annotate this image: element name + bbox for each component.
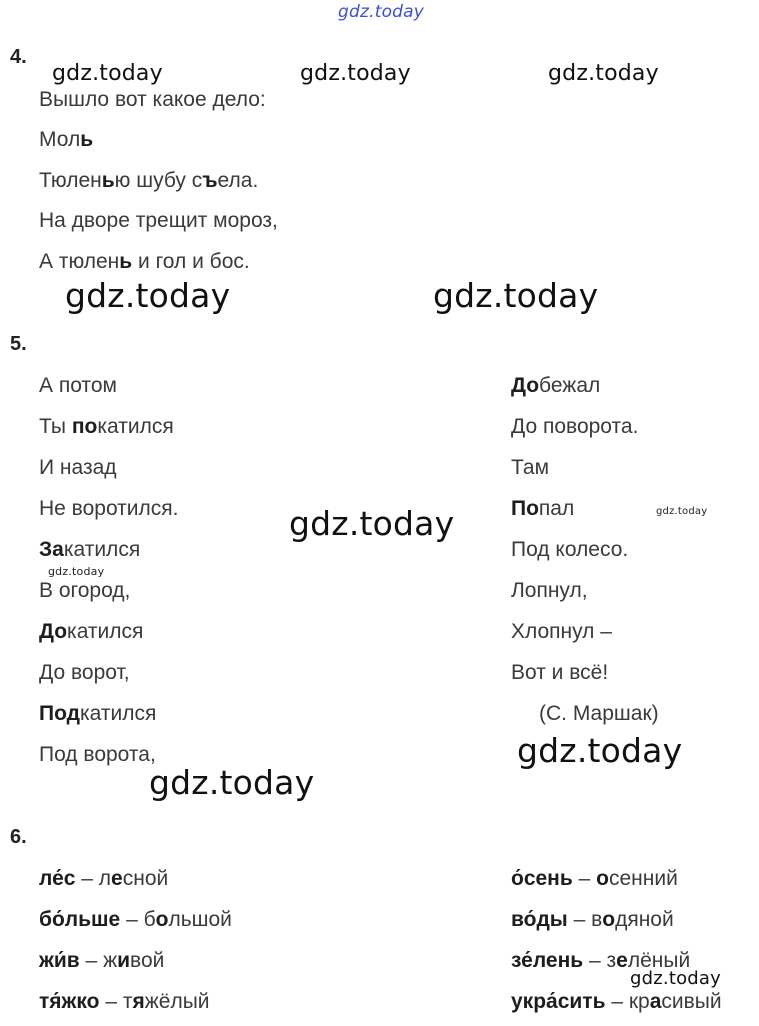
word-pair [511,867,678,891]
highlighted-text: о́сень [511,867,573,890]
text-segment: Вот и всё! [511,661,609,684]
text-segment: Хлопнул – [511,620,612,643]
poem-line [39,169,258,193]
watermark: gdz.today [52,61,163,86]
text-segment: (С. Маршак) [539,702,659,725]
poem-line [39,702,156,726]
watermark: gdz.today [300,61,411,86]
highlighted-text: ь [80,128,94,151]
text-segment: сивый [661,990,722,1013]
highlighted-text: а [649,990,662,1013]
poem-line [39,497,178,521]
text-segment: Не воротился. [39,497,179,520]
text-segment: Вышло вот какое дело: [39,88,266,111]
exercise-number-4: 4. [10,46,27,68]
watermark: gdz.today [630,968,722,989]
watermark: gdz.today [433,276,599,315]
text-segment: Ты [39,415,72,438]
highlighted-text: До [39,620,68,643]
poem-line [39,209,278,233]
text-segment: Тюлен [39,169,102,192]
poem-line [511,497,574,521]
poem-line [39,579,130,603]
highlighted-text: тя́жко [39,990,100,1013]
text-segment: – з [583,949,617,972]
exercise-number-5: 5. [10,333,27,355]
text-segment: катился [97,415,174,438]
text-segment: ю шубу с [114,169,203,192]
text-segment: И назад [39,456,117,479]
highlighted-text: ь [119,250,133,273]
text-segment: На дворе трещит мороз, [39,209,278,232]
highlighted-text: бо́льше [39,908,121,931]
word-pair [39,949,164,973]
text-segment: – ж [79,949,118,972]
highlighted-text: укра́сить [511,990,606,1013]
exercise-number-6: 6. [10,826,27,848]
text-segment: – л [75,867,112,890]
text-segment: А потом [39,374,117,397]
text-segment: – [572,867,597,890]
poem-line [39,538,140,562]
watermark-top: gdz.today [338,2,425,22]
highlighted-text: я [132,990,145,1013]
text-segment: Мол [39,128,81,151]
highlighted-text: во́ды [511,908,568,931]
poem-line [39,374,117,398]
poem-line [39,250,250,274]
poem-line [39,743,156,767]
watermark: gdz.today [548,61,659,86]
text-segment: В огород, [39,579,131,602]
highlighted-text: е [111,867,123,890]
highlighted-text: о [155,908,169,931]
text-segment: сенний [608,867,678,890]
watermark: gdz.today [517,731,683,770]
poem-line [39,620,143,644]
highlighted-text: ъ [202,169,218,192]
highlighted-text: За [39,538,64,561]
poem-line [511,620,612,644]
highlighted-text: ь [101,169,115,192]
watermark: gdz.today [48,565,105,578]
highlighted-text: По [511,497,539,520]
text-segment: – б [120,908,156,931]
watermark: gdz.today [149,763,315,802]
text-segment: Под колесо. [511,538,629,561]
text-segment: До поворота. [511,415,639,438]
text-segment: – кр [605,990,650,1013]
text-segment: Там [511,456,550,479]
highlighted-text: и [117,949,131,972]
poem-line [511,579,588,603]
highlighted-text: До [511,374,540,397]
highlighted-text: по [71,415,98,438]
text-segment: ела. [217,169,259,192]
highlighted-text: жи́в [39,949,80,972]
poem-line [511,661,608,685]
text-segment: сной [122,867,169,890]
text-segment: – в [567,908,603,931]
text-segment: Под ворота, [39,743,156,766]
text-segment: пал [538,497,575,520]
word-pair [39,867,168,891]
text-segment: Лопнул, [511,579,588,602]
text-segment: дяной [615,908,674,931]
text-segment: лёный [627,949,691,972]
poem-author [539,702,659,726]
word-pair [39,908,232,932]
text-segment: жёлый [144,990,210,1013]
poem-line [39,88,266,112]
poem-line [511,456,549,480]
text-segment: – т [99,990,133,1013]
poem-line [39,415,174,439]
highlighted-text: о [596,867,609,890]
poem-line [39,456,117,480]
text-segment: катился [67,620,144,643]
watermark: gdz.today [656,506,708,517]
text-segment: катился [63,538,141,561]
highlighted-text: зе́лень [511,949,584,972]
watermark: gdz.today [289,504,455,543]
text-segment: До ворот, [39,661,130,684]
word-pair [511,990,722,1014]
word-pair [511,908,674,932]
highlighted-text: е [616,949,628,972]
word-pair [39,990,210,1014]
text-segment: катился [79,702,157,725]
highlighted-text: ле́с [39,867,76,890]
poem-line [39,661,130,685]
poem-line [39,128,93,152]
poem-line [511,538,628,562]
highlighted-text: о [602,908,616,931]
poem-line [511,415,638,439]
watermark: gdz.today [65,276,231,315]
text-segment: бежал [539,374,601,397]
text-segment: вой [130,949,165,972]
poem-line [511,374,600,398]
text-segment: и гол и бос. [132,250,250,273]
highlighted-text: Под [39,702,80,725]
text-segment: А тюлен [39,250,120,273]
text-segment: льшой [168,908,232,931]
